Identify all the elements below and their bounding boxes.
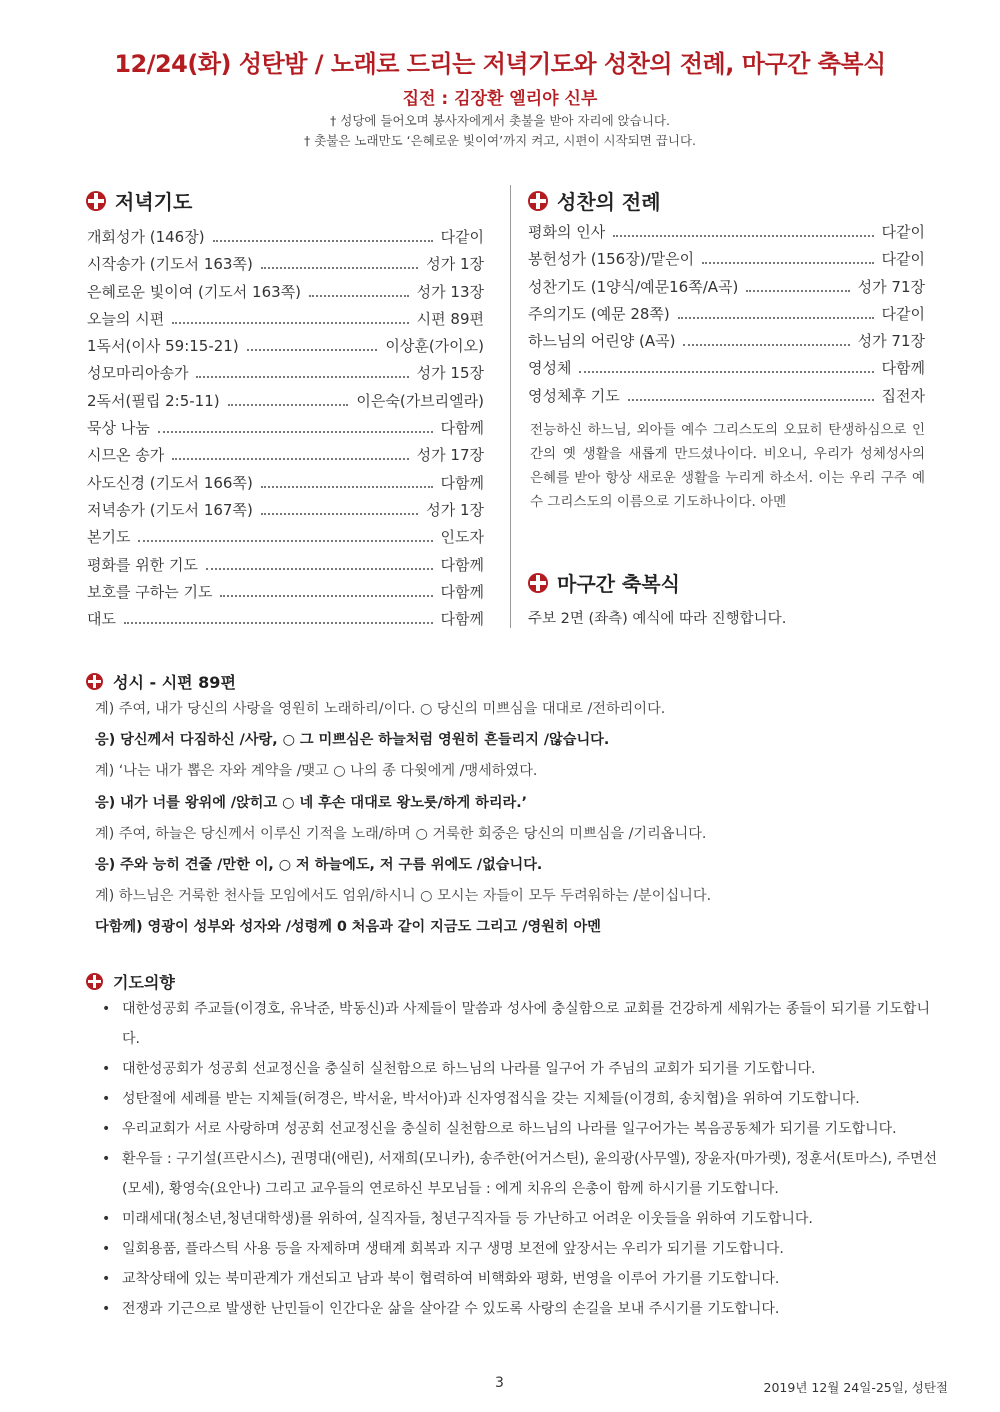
instruction-note-2: † 촛불은 노래만도 ‘은혜로운 빛이여’까지 켜고, 시편이 시작되면 끕니다. bbox=[303, 133, 697, 148]
order-item-name: 주의기도 (예문 28쪽) bbox=[528, 304, 670, 323]
psalm-verse: 응) 당신께서 다짐하신 /사랑, ○ 그 미쁘심은 하늘처럼 영원히 흔들리지 /않습니다. bbox=[95, 732, 610, 749]
order-item-value: 성가 1장 bbox=[426, 255, 484, 274]
order-item bbox=[87, 444, 484, 471]
intention-item: • 성탄절에 세례를 받는 지체들(허경은, 박서윤, 박서아)과 신자영접식을 갖는 지체들(이경희, 송치협)을 위하여 기도합니다. bbox=[102, 1084, 947, 1114]
order-item-value: 다함께 bbox=[440, 582, 484, 601]
page-title: 12/24(화) 성탄밤 / 노래로 드리는 저녁기도와 성찬의 전례, 마구간 축복식 bbox=[114, 50, 886, 78]
psalm-verse: 응) 주와 능히 견줄 /만한 이, ○ 저 하늘에도, 저 구름 위에도 /없습니다. bbox=[95, 857, 543, 873]
dot-leader bbox=[196, 366, 408, 378]
dot-leader bbox=[261, 257, 418, 269]
dot-leader bbox=[746, 280, 849, 292]
order-item-name: 개회성가 (146장) bbox=[87, 228, 205, 246]
evening-prayer-list bbox=[87, 226, 484, 635]
order-item bbox=[528, 385, 925, 412]
dot-leader bbox=[172, 312, 408, 324]
dot-leader bbox=[702, 252, 873, 264]
column-divider bbox=[510, 185, 511, 628]
dot-leader bbox=[261, 503, 418, 515]
evening-prayer-heading bbox=[86, 186, 192, 215]
order-item bbox=[87, 362, 484, 389]
order-item bbox=[528, 330, 925, 357]
order-item-name: 하느님의 어린양 (A곡) bbox=[528, 332, 676, 351]
order-item-value: 다함께 bbox=[440, 473, 484, 492]
order-item-value: 다함께 bbox=[881, 359, 925, 378]
order-item-name: 영성체후 기도 bbox=[528, 386, 620, 405]
dot-leader bbox=[309, 285, 409, 297]
order-item-name: 시작송가 (기도서 163쪽) bbox=[87, 255, 253, 274]
order-item-value: 성가 1장 bbox=[426, 500, 484, 519]
dot-leader bbox=[247, 339, 378, 351]
order-item-value: 다함께 bbox=[440, 610, 484, 629]
order-item-name: 봉헌성가 (156장)/맡은이 bbox=[528, 250, 695, 269]
dot-leader bbox=[628, 389, 874, 401]
eucharist-list bbox=[528, 221, 925, 412]
order-item bbox=[87, 417, 484, 444]
intention-item: • 대한성공회 주교들(이경호, 유낙준, 박동신)과 사제들이 말씀과 성사에 충실함으로 교회를 건강하게 세워가는 종들이 되기를 기도합니다. bbox=[102, 994, 947, 1054]
order-item bbox=[528, 303, 925, 330]
intention-item: • 미래세대(청소년,청년대학생)를 위하여, 실직자들, 청년구직자들 등 가난하고 어려운 이웃들을 위하여 기도합니다. bbox=[102, 1204, 947, 1234]
dot-leader bbox=[220, 585, 432, 597]
order-item-value: 다같이 bbox=[881, 304, 925, 323]
order-item-value: 다같이 bbox=[881, 223, 925, 241]
dot-leader bbox=[213, 230, 433, 242]
order-item bbox=[528, 276, 925, 303]
instruction-note-1: † 성당에 들어오며 봉사자에게서 촛불을 받아 자리에 앉습니다. bbox=[330, 113, 670, 128]
intention-item: • 우리교회가 서로 사랑하며 성공회 선교정신을 충실히 실천함으로 하느님의 나라를 일구어가는 복음공동체가 되기를 기도합니다. bbox=[102, 1114, 947, 1144]
dot-leader bbox=[138, 530, 432, 542]
psalm-verse: 계) ‘나는 내가 뽑은 자와 계약을 /맺고 ○ 나의 종 다윗에게 /맹세하였다. bbox=[95, 763, 538, 780]
psalm-verse: 계) 주여, 하늘은 당신께서 이루신 기적을 노래/하며 ○ 거룩한 회중은 당신의 미쁘심을 /기리옵니다. bbox=[95, 825, 707, 842]
order-item bbox=[87, 554, 484, 581]
dot-leader bbox=[261, 476, 433, 488]
manger-title: 마구간 축복식 bbox=[557, 572, 680, 596]
order-item bbox=[528, 248, 925, 275]
order-item bbox=[528, 221, 925, 248]
order-item-name: 성찬기도 (1양식/예문16쪽/A곡) bbox=[528, 277, 739, 296]
dot-leader bbox=[172, 448, 408, 460]
order-item-value: 성가 15장 bbox=[416, 364, 484, 383]
eucharist-heading bbox=[528, 186, 661, 215]
order-item-value: 성가 17장 bbox=[416, 446, 484, 465]
intentions-title: 기도의향 bbox=[113, 973, 175, 992]
order-item-name: 묵상 나눔 bbox=[87, 419, 150, 438]
order-item-name: 은혜로운 빛이여 (기도서 163쪽) bbox=[87, 282, 302, 301]
intentions-list bbox=[102, 994, 947, 1324]
order-item bbox=[87, 226, 484, 253]
order-item bbox=[87, 608, 484, 635]
order-item-name: 평화를 위한 기도 bbox=[87, 555, 198, 574]
dot-leader bbox=[683, 334, 849, 346]
psalm-verse: 계) 하느님은 거룩한 천사들 모임에서도 엄위/하시니 ○ 모시는 자들이 모두 두려워하는 /분이십니다. bbox=[95, 888, 712, 905]
order-item bbox=[87, 308, 484, 335]
psalm-verse: 다함께) 영광이 성부와 성자와 /성령께 0 처음과 같이 지금도 그리고 /영원히 아멘 bbox=[95, 919, 601, 936]
order-item bbox=[87, 281, 484, 308]
order-item-name: 성모마리아송가 bbox=[87, 364, 189, 383]
order-item-name: 대도 bbox=[87, 610, 116, 629]
order-item-name: 영성체 bbox=[528, 359, 572, 378]
intentions-heading bbox=[86, 970, 175, 993]
order-item-value: 이은숙(가브리엘라) bbox=[356, 391, 484, 410]
order-item-value: 시편 89편 bbox=[416, 309, 484, 328]
cross-icon bbox=[528, 573, 548, 593]
order-item-value: 다함께 bbox=[440, 555, 484, 574]
eucharist-title: 성찬의 전례 bbox=[557, 190, 661, 214]
footer-date: 2019년 12월 24일-25일, 성탄절 bbox=[763, 1380, 948, 1395]
dot-leader bbox=[124, 612, 433, 624]
order-item-name: 시므온 송가 bbox=[87, 446, 165, 465]
order-item-value: 다같이 bbox=[440, 228, 484, 246]
post-communion-prayer: 전능하신 하느님, 외아들 예수 그리스도의 오묘히 탄생하심으로 인간의 옛 생활을 새롭게 만드셨나이다. 비오니, 우리가 성체성사의 은혜를 받아 항상 새로운 생활을 누리게 하소서. 이는 우리 구주 예수 그리스도의 이름으로 기도하나이다. 아멘 bbox=[530, 422, 925, 510]
order-item-value: 성가 71장 bbox=[857, 332, 925, 351]
order-item bbox=[87, 499, 484, 526]
dot-leader bbox=[228, 394, 349, 406]
order-item-value: 성가 13장 bbox=[416, 282, 484, 301]
order-item bbox=[87, 472, 484, 499]
psalm-verse: 계) 주여, 내가 당신의 사랑을 영원히 노래하리/이다. ○ 당신의 미쁘심을 대대로 /전하리이다. bbox=[95, 701, 666, 717]
dot-leader bbox=[158, 421, 433, 433]
dot-leader bbox=[613, 225, 873, 237]
manger-text: 주보 2면 (좌측) 예식에 따라 진행합니다. bbox=[528, 611, 787, 627]
order-item-name: 보호를 구하는 기도 bbox=[87, 582, 213, 601]
dot-leader bbox=[579, 361, 873, 373]
order-item-name: 1독서(이사 59:15-21) bbox=[87, 337, 239, 356]
psalm-title: 성시 - 시편 89편 bbox=[113, 673, 236, 692]
page-number: 3 bbox=[495, 1375, 504, 1391]
cross-icon bbox=[86, 973, 103, 990]
psalm-heading bbox=[86, 670, 236, 693]
intention-item: • 일회용품, 플라스틱 사용 등을 자제하며 생태계 회복과 지구 생명 보전에 앞장서는 우리가 되기를 기도합니다. bbox=[102, 1234, 947, 1264]
order-item-name: 본기도 bbox=[87, 528, 131, 547]
intention-item: • 전쟁과 기근으로 발생한 난민들이 인간다운 삶을 살아갈 수 있도록 사랑의 손길을 보내 주시기를 기도합니다. bbox=[102, 1294, 947, 1324]
order-item-value: 집전자 bbox=[881, 386, 925, 405]
order-item bbox=[87, 335, 484, 362]
order-item bbox=[87, 253, 484, 280]
order-item-name: 2독서(필립 2:5-11) bbox=[87, 391, 220, 410]
order-item bbox=[528, 357, 925, 384]
order-item-name: 사도신경 (기도서 166쪽) bbox=[87, 473, 253, 492]
order-item-name: 저녁송가 (기도서 167쪽) bbox=[87, 500, 253, 519]
order-item-value: 다같이 bbox=[881, 250, 925, 269]
cross-icon bbox=[86, 673, 103, 690]
order-item-name: 평화의 인사 bbox=[528, 223, 606, 241]
order-item-value: 성가 71장 bbox=[857, 277, 925, 296]
intention-item: • 교착상태에 있는 북미관계가 개선되고 남과 북이 협력하여 비핵화와 평화, 번영을 이루어 가기를 기도합니다. bbox=[102, 1264, 947, 1294]
order-item-value: 이상훈(가이오) bbox=[385, 337, 484, 356]
cross-icon bbox=[86, 191, 106, 211]
dot-leader bbox=[206, 558, 433, 570]
intention-item: • 대한성공회가 성공회 선교정신을 충실히 실천함으로 하느님의 나라를 일구어 가 주님의 교회가 되기를 기도합니다. bbox=[102, 1054, 947, 1084]
order-item-value: 인도자 bbox=[440, 528, 484, 547]
presider-line: 집전 : 김장환 엘리야 신부 bbox=[402, 89, 598, 109]
order-item bbox=[87, 581, 484, 608]
intention-item: • 환우들 : 구기설(프란시스), 권명대(애린), 서재희(모니카), 송주한(어거스틴), 윤의광(사무엘), 장윤자(마가렛), 정훈서(토마스), 주면선(모세), 황영숙(요안나) 그리고 교우들의 연로하신 부모님들 : 에게 치유의 은총이 함께 하시기를 기도합니다. bbox=[102, 1144, 947, 1204]
cross-icon bbox=[528, 191, 548, 211]
order-item-value: 다함께 bbox=[440, 419, 484, 438]
order-item bbox=[87, 526, 484, 553]
order-item bbox=[87, 390, 484, 417]
dot-leader bbox=[678, 307, 874, 319]
order-item-name: 오늘의 시편 bbox=[87, 309, 165, 328]
manger-heading bbox=[528, 568, 680, 597]
evening-prayer-title: 저녁기도 bbox=[115, 190, 193, 214]
psalm-verse: 응) 내가 너를 왕위에 /앉히고 ○ 네 후손 대대로 왕노릇/하게 하리라.’ bbox=[95, 794, 528, 811]
